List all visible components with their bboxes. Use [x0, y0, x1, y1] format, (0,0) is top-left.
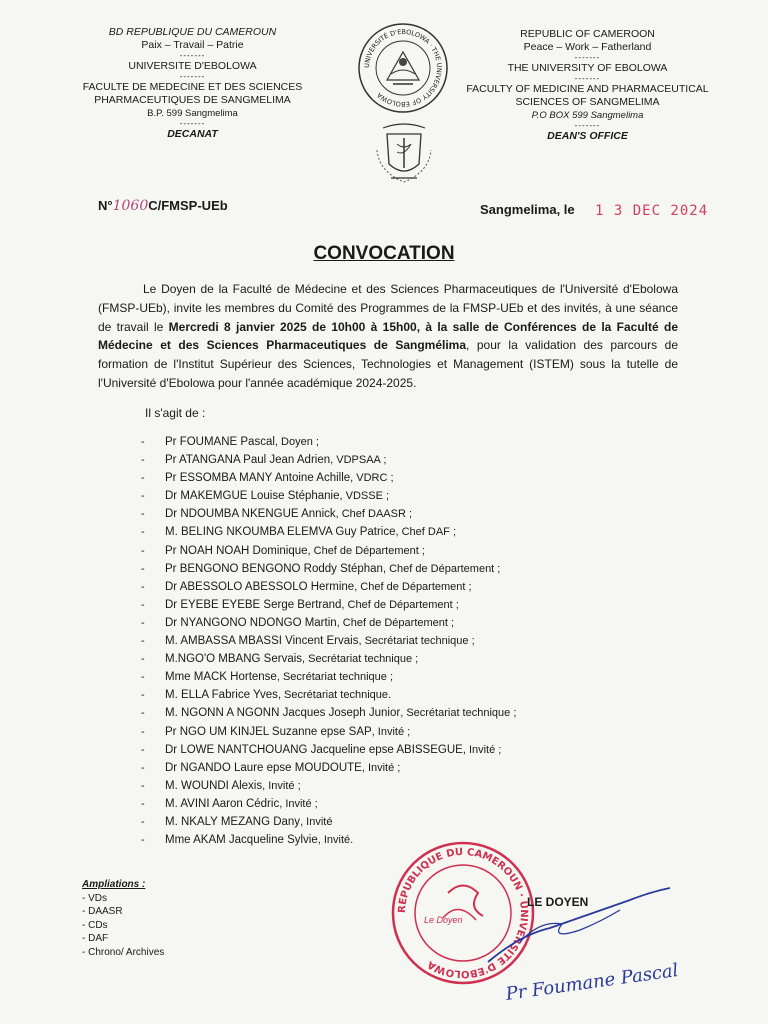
- attendee-role: , Chef DAASR ;: [335, 508, 413, 521]
- stamp-ring-text: REPUBLIQUE DU CAMEROUN · UNIVERSITE D'EBOLOWA: [396, 846, 530, 980]
- place: Sangmelima, le: [480, 202, 575, 217]
- attendee-item: [141, 433, 516, 451]
- attendee-role: , Doyen ;: [274, 436, 319, 448]
- attendee-name: Pr NOAH NOAH Dominique: [165, 544, 308, 557]
- ampliation-item: - Chrono/ Archives: [82, 946, 165, 958]
- attendee-name: Dr ABESSOLO ABESSOLO Hermine: [165, 580, 355, 593]
- list-dash: -: [141, 472, 145, 485]
- attendee-item: [141, 487, 516, 505]
- attendee-item: [141, 723, 516, 741]
- attendee-item: [141, 741, 516, 759]
- attendee-role: , Chef de Département ;: [354, 580, 472, 593]
- list-dash: -: [141, 834, 145, 847]
- ampliation-item: - VDs: [82, 892, 107, 904]
- attendee-item: [141, 704, 516, 722]
- office-fr: DECANAT: [167, 128, 218, 140]
- attendee-role: , Chef DAF ;: [395, 526, 457, 539]
- list-dash: -: [141, 526, 145, 539]
- reference-prefix: N°: [98, 198, 113, 213]
- list-dash: -: [141, 815, 145, 828]
- list-dash: -: [141, 454, 145, 467]
- body-part1: Le Doyen de la Faculté de Médecine et des Sciences Pharmaceutiques de l'Université d'Ebolowa (FMSP-UEb), invite les membres du Comité des Programmes de la FMSP-UEb et des invités, à une séance de travail le: [98, 282, 678, 334]
- attendee-item: [141, 632, 516, 650]
- body-part2: , pour la validation des parcours de formation de l'Institut Supérieur des Sciences, Technologies et Management (ISTEM) sous la tutelle de l'Université d'Ebolowa pour l'année académique 2024-2025.: [98, 338, 678, 390]
- seal-ring-text: UNIVERSITÉ D'EBOLOWA · THE UNIVERSITY OF EBOLOWA: [362, 27, 444, 109]
- ampliation-item: - DAF: [82, 933, 109, 944]
- list-dash: -: [141, 544, 145, 557]
- body-paragraph: [98, 280, 678, 393]
- attendee-name: Mme AKAM Jacqueline Sylvie: [165, 834, 318, 847]
- list-dash: -: [141, 725, 145, 738]
- header-left: [70, 26, 315, 141]
- ampliations-title: Ampliations :: [82, 879, 146, 890]
- attendee-list: [141, 433, 516, 849]
- attendee-role: , Secrétariat technique ;: [358, 635, 475, 648]
- attendee-name: Dr NGANDO Laure epse MOUDOUTE: [165, 761, 362, 774]
- handwritten-signatory-name: Pr Foumane Pascal: [504, 959, 680, 1006]
- list-dash: -: [141, 562, 145, 575]
- reference-suffix: C/FMSP-UEb: [148, 198, 228, 213]
- attendee-role: , Invité ;: [262, 779, 301, 792]
- attendee-role: , Chef de Département ;: [341, 598, 459, 611]
- attendee-name: Pr ATANGANA Paul Jean Adrien: [165, 454, 331, 467]
- list-dash: -: [141, 436, 145, 448]
- attendee-item: [141, 542, 516, 560]
- header-right: [455, 28, 720, 143]
- ampliation-item: - CDs: [82, 919, 108, 931]
- attendee-role: , VDSSE ;: [339, 490, 390, 503]
- list-dash: -: [141, 653, 145, 666]
- separator: -------: [574, 121, 601, 130]
- separator: -------: [574, 74, 601, 83]
- attendee-name: M.NGO'O MBANG Servais: [165, 653, 303, 666]
- reference-handwritten-number: 1060: [112, 198, 149, 214]
- attendee-role: , Chef de Département ;: [307, 544, 425, 557]
- attendee-role: , VDRC ;: [350, 472, 394, 485]
- faculty-fr-line1: FACULTE DE MEDECINE ET DES SCIENCES: [82, 81, 303, 93]
- attendee-item: [141, 614, 516, 632]
- document-title: [0, 243, 768, 265]
- attendee-item: [141, 668, 516, 686]
- attendee-role: , Chef de Département ;: [336, 616, 455, 629]
- attendee-role: , Invité ;: [371, 725, 411, 738]
- office-en: DEAN'S OFFICE: [547, 130, 628, 142]
- list-dash: -: [141, 743, 145, 756]
- attendee-role: , Secrétariat technique ;: [302, 653, 419, 666]
- faculty-emblem-icon: [373, 120, 435, 186]
- attendee-name: M. WOUNDI Alexis: [165, 779, 263, 792]
- motto-fr: Paix – Travail – Patrie: [141, 39, 244, 51]
- attendee-role: , Secrétariat technique ;: [400, 707, 517, 720]
- title-text: CONVOCATION: [313, 243, 455, 264]
- attendee-role: , Chef de Département ;: [382, 562, 501, 575]
- attendee-item: [141, 469, 516, 487]
- attendee-item: [141, 451, 516, 469]
- attendee-item: [141, 686, 516, 704]
- list-dash: -: [141, 761, 145, 774]
- university-en: THE UNIVERSITY OF EBOLOWA: [507, 62, 668, 74]
- attendee-role: , Invité ;: [462, 743, 502, 756]
- separator: -------: [574, 53, 601, 62]
- attendee-name: M. AVINI Aaron Cédric: [165, 797, 280, 810]
- attendee-item: [141, 813, 516, 831]
- attendee-role: , Secrétariat technique ;: [276, 671, 394, 684]
- ampliation-item: - DAASR: [82, 906, 123, 917]
- attendee-name: M. AMBASSA MBASSI Vincent Ervais: [165, 635, 359, 648]
- signature-scribble-icon: [480, 880, 680, 970]
- attendee-name: Dr EYEBE EYEBE Serge Bertrand: [165, 598, 342, 611]
- attendee-name: M. NGONN A NGONN Jacques Joseph Junior: [165, 707, 401, 720]
- list-dash: -: [141, 635, 145, 648]
- attendee-role: , Invité ;: [279, 797, 318, 810]
- separator: -------: [179, 119, 206, 128]
- list-dash: -: [141, 689, 145, 702]
- attendee-role: , Invité ;: [361, 761, 401, 774]
- address-fr: B.P. 599 Sangmelima: [147, 108, 238, 119]
- attendee-role: , Invité.: [317, 834, 354, 847]
- university-fr: UNIVERSITE D'EBOLOWA: [128, 60, 257, 72]
- list-intro: Il s'agit de :: [145, 406, 206, 420]
- motto-en: Peace – Work – Fatherland: [523, 41, 652, 53]
- attendee-name: M. NKALY MEZANG Dany: [165, 815, 301, 828]
- attendee-item: [141, 560, 516, 578]
- attendee-name: Pr BENGONO BENGONO Roddy Stéphan: [165, 562, 383, 575]
- attendee-name: Dr MAKEMGUE Louise Stéphanie: [165, 490, 340, 503]
- body-bold-part: Mercredi 8 janvier 2025 de 10h00 à 15h00, à la salle de Conférences de la Faculté de Médecine et des Sciences Pharmaceutiques de Sangmélima: [98, 319, 678, 353]
- attendee-name: M. BELING NKOUMBA ELEMVA Guy Patrice: [165, 526, 396, 539]
- attendee-name: M. ELLA Fabrice Yves: [165, 689, 278, 702]
- date-stamp: 1 3 DEC 2024: [595, 203, 709, 219]
- signatory-title: LE DOYEN: [527, 895, 589, 909]
- svg-text:UNIVERSITÉ D'EBOLOWA · THE UNI: [363, 28, 443, 108]
- attendee-name: Pr ESSOMBA MANY Antoine Achille: [165, 472, 351, 485]
- list-dash: -: [141, 490, 145, 503]
- address-en: P.O BOX 599 Sangmelima: [531, 110, 644, 121]
- list-dash: -: [141, 508, 145, 521]
- list-dash: -: [141, 598, 145, 611]
- attendee-name: Pr FOUMANE Pascal: [165, 436, 275, 448]
- list-dash: -: [141, 616, 145, 629]
- faculty-en-line1: FACULTY OF MEDICINE AND PHARMACEUTICAL: [466, 83, 709, 95]
- country-en: REPUBLIC OF CAMEROON: [520, 28, 655, 40]
- university-seal-icon: [357, 22, 449, 114]
- stamp-label: Le Doyen: [424, 915, 463, 925]
- attendee-item: [141, 795, 516, 813]
- separator: -------: [179, 51, 206, 60]
- country-fr: BD REPUBLIQUE DU CAMEROUN: [108, 26, 277, 38]
- attendee-item: [141, 505, 516, 523]
- attendee-item: [141, 578, 516, 596]
- attendee-name: Mme MACK Hortense: [165, 671, 277, 684]
- list-dash: -: [141, 580, 145, 593]
- faculty-fr-line2: PHARMACEUTIQUES DE SANGMELIMA: [94, 94, 291, 106]
- attendee-item: [141, 777, 516, 795]
- reference-number: [98, 198, 228, 214]
- list-dash: -: [141, 797, 145, 810]
- list-dash: -: [141, 671, 145, 684]
- attendee-name: Dr LOWE NANTCHOUANG Jacqueline epse ABISSEGUE: [165, 743, 463, 756]
- attendee-item: [141, 523, 516, 541]
- attendee-role: , Secrétariat technique.: [277, 689, 392, 702]
- attendee-role: , VDPSAA ;: [330, 454, 387, 467]
- attendee-name: Pr NGO UM KINJEL Suzanne epse SAP: [165, 725, 372, 738]
- attendee-name: Dr NYANGONO NDONGO Martin: [165, 616, 337, 629]
- list-dash: -: [141, 707, 145, 720]
- attendee-role: , Invité: [300, 815, 333, 828]
- list-dash: -: [141, 779, 145, 792]
- separator: -------: [179, 72, 206, 81]
- attendee-name: Dr NDOUMBA NKENGUE Annick: [165, 508, 336, 521]
- attendee-item: [141, 759, 516, 777]
- attendee-item: [141, 596, 516, 614]
- attendee-item: [141, 650, 516, 668]
- faculty-en-line2: SCIENCES OF SANGMELIMA: [515, 96, 660, 108]
- ampliations: [82, 878, 164, 959]
